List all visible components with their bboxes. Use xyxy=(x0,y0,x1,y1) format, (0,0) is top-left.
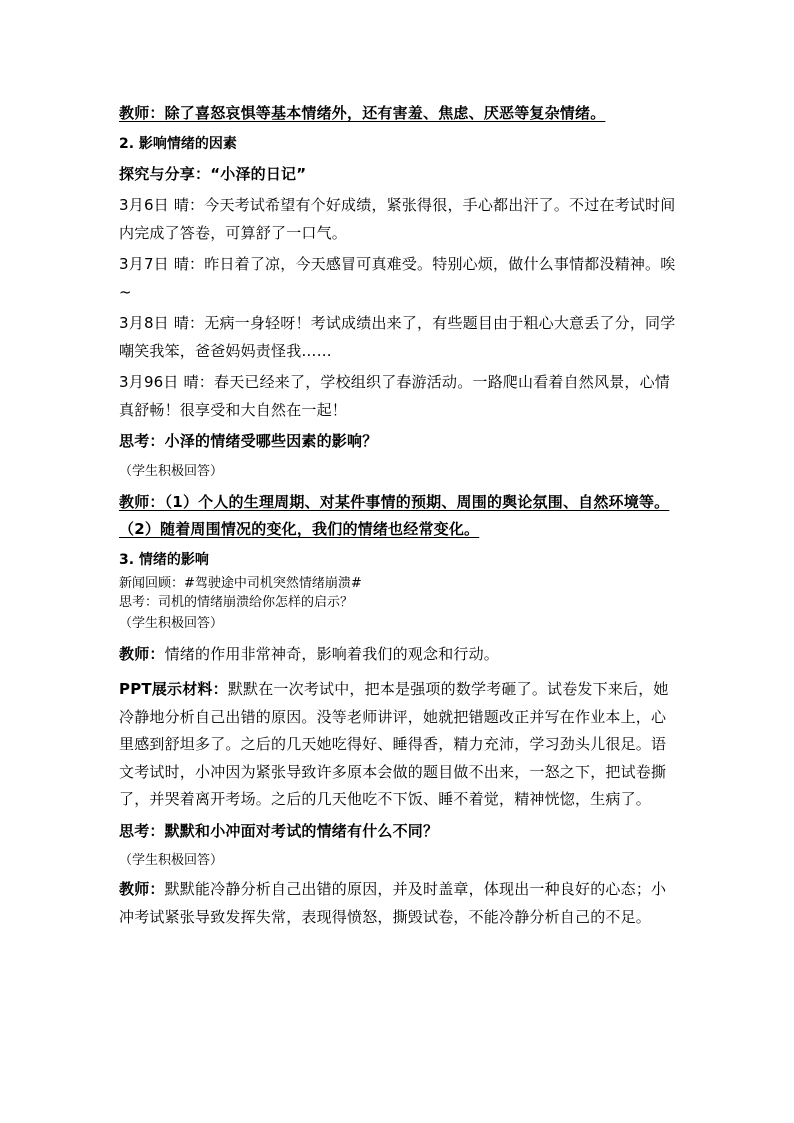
ppt-text: 默默在一次考试中，把本是强项的数学考砸了。试卷发下来后，她冷静地分析自己出错的原因。没等老师讲评，她就把错题改正并写在作业本上，心里感到舒坦多了。之后的几天她吃得好、睡得香，精力充沛，学习劲头儿很足。语文考试时，小冲因为紧张导致许多原本会做的题目做不出来，一怒之下，把试卷撕了，并哭着离开考场。之后的几天他吃不下饭、睡不着觉，精神恍惚，生病了。 xyxy=(119,680,669,808)
teacher-text: 默默能冷静分析自己出错的原因，并及时盖章，体现出一种良好的心态；小冲考试紧张导致发挥失常，表现得愤怒，撕毁试卷，不能冷静分析自己的不足。 xyxy=(119,880,667,926)
document-body xyxy=(119,96,679,931)
student-answer-1: （学生积极回答） xyxy=(119,463,224,479)
section-heading-2: 2. 影响情绪的因素 xyxy=(119,135,237,152)
teacher-text: 除了喜怒哀惧等基本情绪外，还有害羞、焦虑、厌恶等复杂情绪。 xyxy=(164,104,606,122)
teacher-label: 教师： xyxy=(119,644,165,663)
teacher-statement-2 xyxy=(119,489,679,544)
teacher-label: 教师： xyxy=(119,492,165,511)
diary-entry-4: 3月96日 晴：春天已经来了，学校组织了春游活动。一路爬山看着自然风景，心情真舒畅！很享受和大自然在一起！ xyxy=(119,373,671,419)
teacher-label: 教师： xyxy=(119,104,165,122)
question-2: 思考：司机的情绪崩溃给你怎样的启示？ xyxy=(119,594,354,610)
question-3: 思考：默默和小冲面对考试的情绪有什么不同？ xyxy=(119,821,439,840)
teacher-text: 情绪的作用非常神奇，影响着我们的观念和行动。 xyxy=(164,644,500,663)
ppt-label: PPT展示材料： xyxy=(119,680,228,698)
teacher-statement-4 xyxy=(119,876,679,931)
teacher-statement-1 xyxy=(119,100,679,128)
question-1: 思考：小泽的情绪受哪些因素的影响？ xyxy=(119,432,378,450)
student-answer-2: （学生积极回答） xyxy=(119,615,224,631)
section-heading-3: 3. 情绪的影响 xyxy=(119,551,209,568)
teacher-text: （1）个人的生理周期、对某件事情的预期、周围的舆论氛围、自然环境等。（2）随着周围情况的变化，我们的情绪也经常变化。 xyxy=(119,492,670,538)
news-review: 新闻回顾：#驾驶途中司机突然情绪崩溃# xyxy=(119,575,362,591)
explore-share-heading: 探究与分享：“小泽的日记” xyxy=(119,164,307,183)
ppt-material xyxy=(119,676,679,814)
diary-entry-3: 3月8日 晴：无病一身轻呀！考试成绩出来了，有些题目由于粗心大意丢了分，同学嘲笑我笨，爸爸妈妈责怪我…… xyxy=(119,314,676,360)
teacher-statement-3 xyxy=(119,641,679,669)
diary-entry-1: 3月6日 晴：今天考试希望有个好成绩，紧张得很，手心都出汗了。不过在考试时间内完成了答卷，可算舒了一口气。 xyxy=(119,196,676,242)
diary-entry-2: 3月7日 晴：昨日着了凉，今天感冒可真难受。特别心烦，做什么事情都没精神。唉~ xyxy=(119,255,676,301)
student-answer-3: （学生积极回答） xyxy=(119,853,224,868)
teacher-label: 教师： xyxy=(119,880,165,898)
